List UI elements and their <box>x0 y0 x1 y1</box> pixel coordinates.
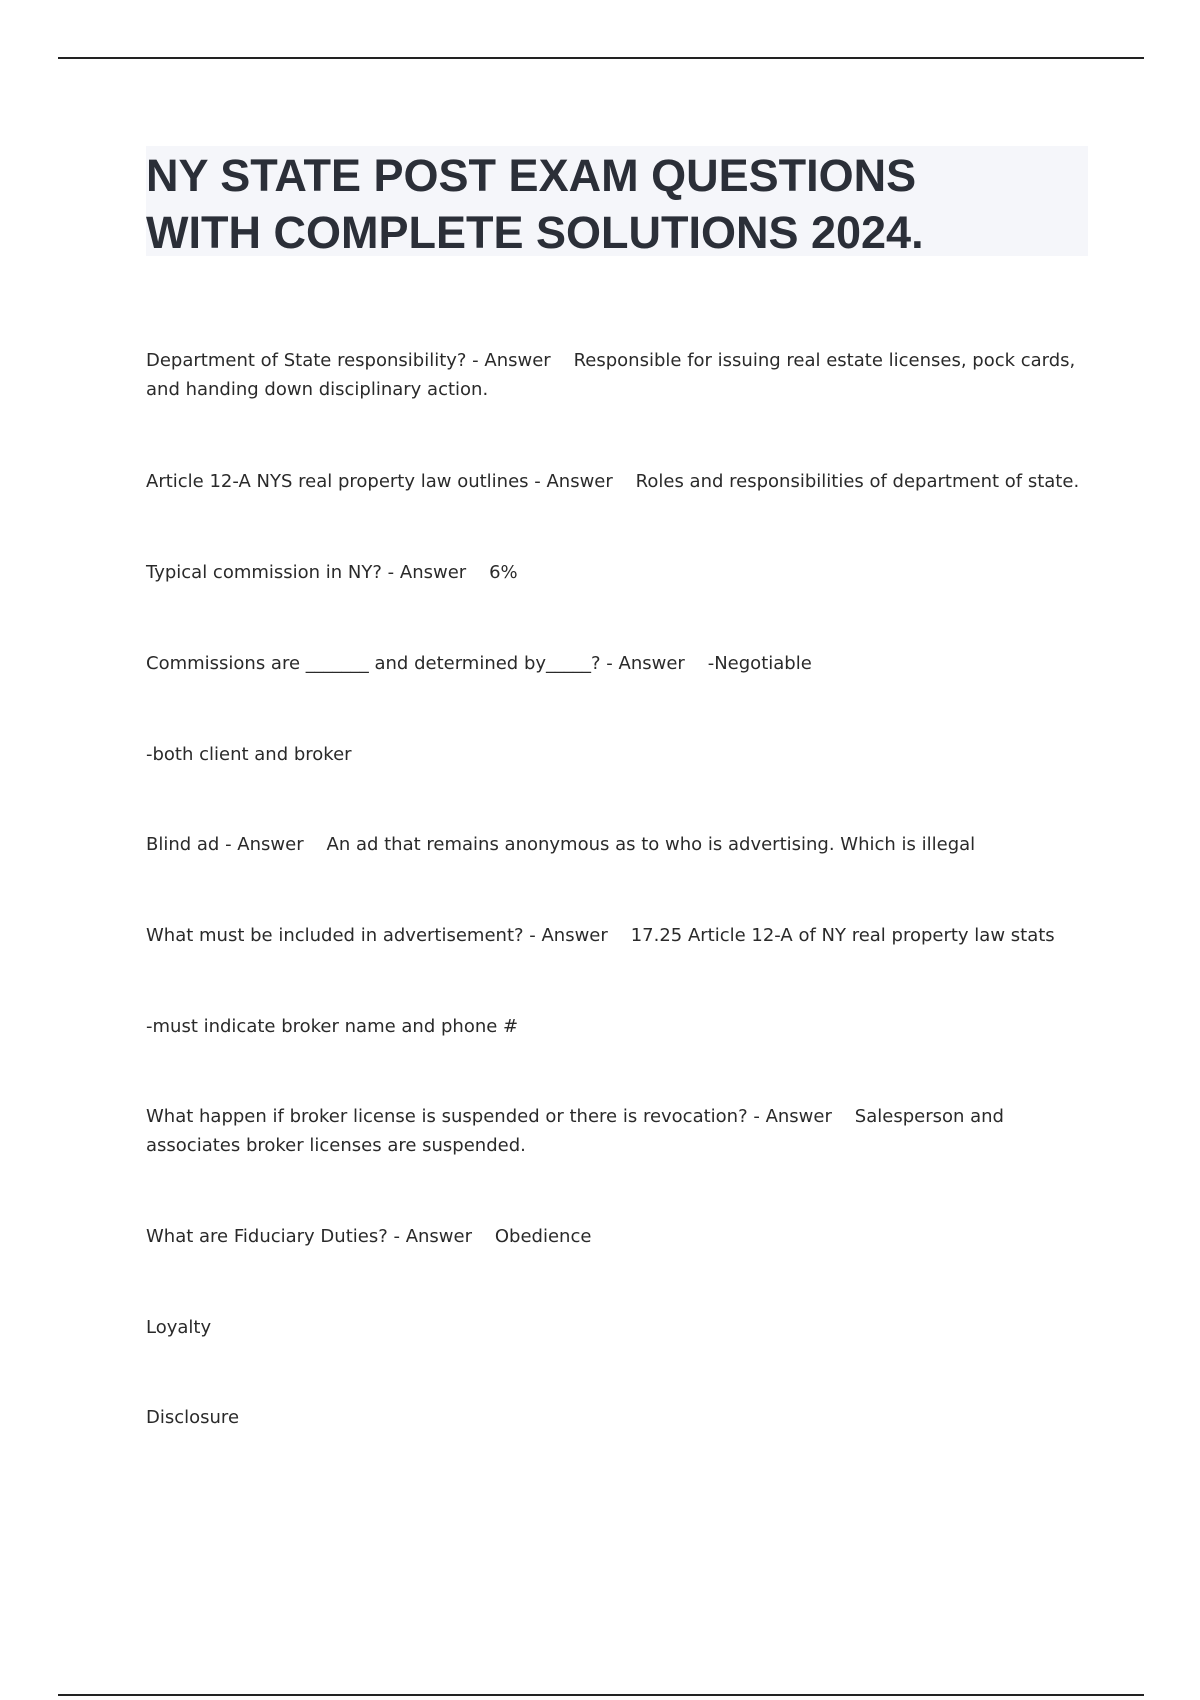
answer-text: -Negotiable <box>707 653 812 674</box>
bottom-rule <box>58 1694 1144 1696</box>
qa-item <box>146 558 1086 587</box>
qa-item <box>146 346 1086 404</box>
question-text: What happen if broker license is suspended or there is revocation? - Answer <box>146 1106 832 1127</box>
qa-item <box>146 830 1086 859</box>
qa-item <box>146 649 1086 678</box>
qa-item <box>146 467 1086 496</box>
answer-continuation <box>146 1313 1086 1342</box>
answer-continuation <box>146 740 1086 769</box>
answer-text: Roles and responsibilities of department of state. <box>635 471 1080 492</box>
answer-text: An ad that remains anonymous as to who is advertising. Which is illegal <box>326 834 976 855</box>
question-text: Blind ad - Answer <box>146 834 304 855</box>
answer-text: 6% <box>489 562 518 583</box>
question-text: Typical commission in NY? - Answer <box>146 562 467 583</box>
continuation-text: Disclosure <box>146 1407 240 1428</box>
question-text: Article 12-A NYS real property law outlines - Answer <box>146 471 613 492</box>
answer-continuation <box>146 1403 1086 1432</box>
answer-text: Salesperson and associates broker licenses are suspended. <box>146 1106 1004 1156</box>
answer-text: 17.25 Article 12-A of NY real property law stats <box>630 925 1055 946</box>
question-text: What are Fiduciary Duties? - Answer <box>146 1226 472 1247</box>
qa-item <box>146 1102 1086 1160</box>
question-text: Department of State responsibility? - Answer <box>146 350 551 371</box>
qa-item <box>146 1222 1086 1251</box>
answer-text: Responsible for issuing real estate licenses, pock cards, and handing down disciplinary action. <box>146 350 1076 400</box>
answer-continuation <box>146 1012 1086 1041</box>
top-rule <box>58 57 1144 59</box>
question-text: Commissions are _______ and determined by_____? - Answer <box>146 653 685 674</box>
answer-text: Obedience <box>494 1226 592 1247</box>
qa-item <box>146 921 1086 950</box>
continuation-text: -must indicate broker name and phone # <box>146 1016 519 1037</box>
title-line-1: NY STATE POST EXAM QUESTIONS <box>146 150 917 201</box>
continuation-text: Loyalty <box>146 1317 212 1338</box>
continuation-text: -both client and broker <box>146 744 352 765</box>
document-title <box>146 147 1096 261</box>
question-text: What must be included in advertisement? - Answer <box>146 925 608 946</box>
title-line-2: WITH COMPLETE SOLUTIONS 2024. <box>146 207 924 258</box>
